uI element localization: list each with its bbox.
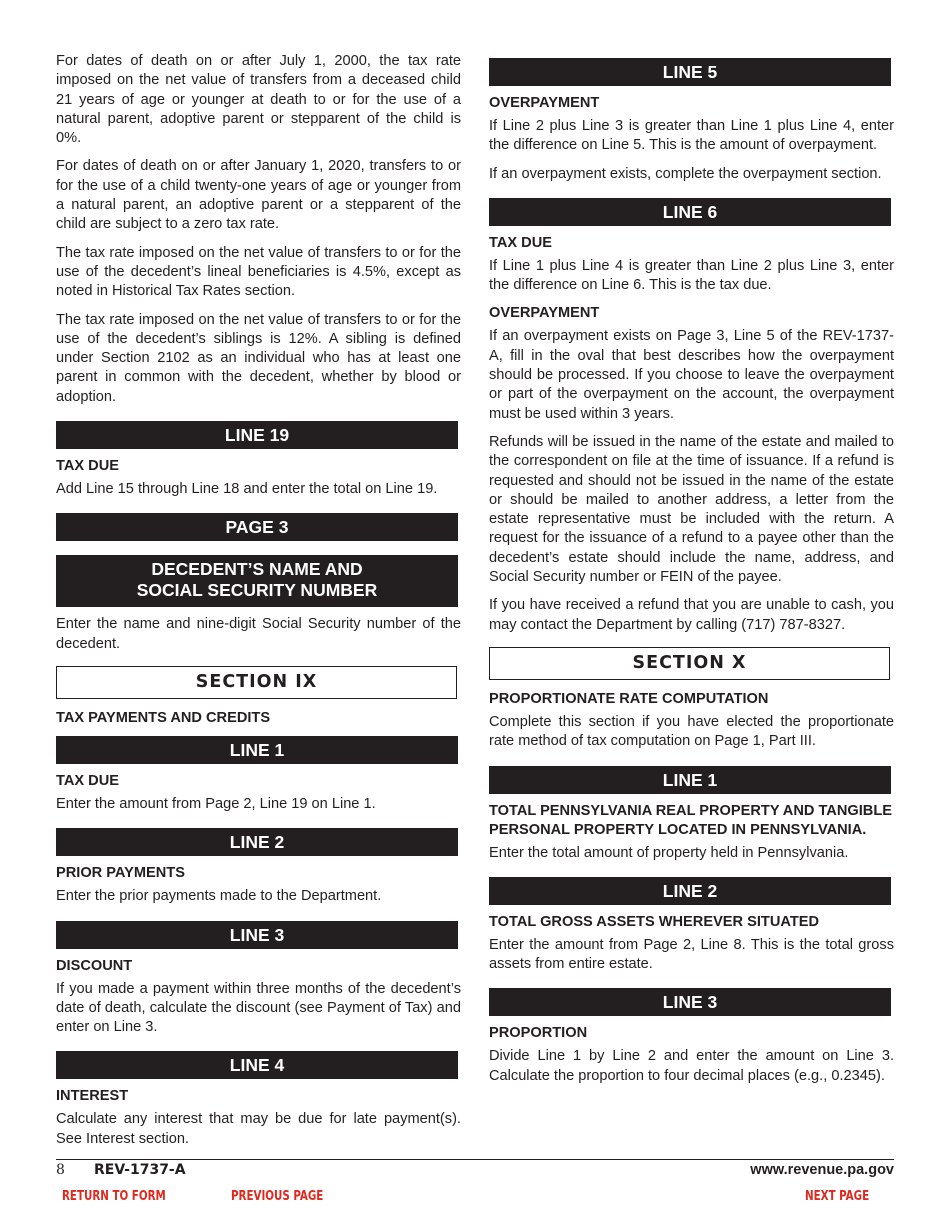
x-line-3-text: Divide Line 1 by Line 2 and enter the amount on Line 3. Calculate the proportion to four decimal places (e.g., 0.2345). bbox=[489, 1048, 894, 1084]
overpayment-title: OVERPAYMENT bbox=[489, 305, 600, 322]
x-line-1-header: LINE 1 bbox=[489, 766, 891, 794]
section-ix-header: SECTION IX bbox=[56, 666, 457, 699]
right-column bbox=[489, 52, 894, 1095]
page-3-header: PAGE 3 bbox=[56, 513, 458, 541]
line-4-text: Calculate any interest that may be due for late payment(s). See Interest section. bbox=[56, 1111, 461, 1147]
line-6-title: TAX DUE bbox=[489, 234, 552, 251]
x-line-1-title: TOTAL PENNSYLVANIA REAL PROPERTY AND TANGIBLE PERSONAL PROPERTY LOCATED IN PENNSYLVANIA. bbox=[489, 802, 892, 838]
paragraph: The tax rate imposed on the net value of transfers to or for the use of the decedent’s siblings is 12%. A sibling is defined under Section 2102 as an individual who has at least one parent in common with the decedent, whether by blood or adoption. bbox=[56, 311, 461, 405]
overpayment-text-3: If you have received a refund that you are unable to cash, you may contact the Department by calling (717) 787-8327. bbox=[489, 597, 894, 633]
x-line-2-header: LINE 2 bbox=[489, 877, 891, 905]
line-19-text: Add Line 15 through Line 18 and enter the total on Line 19. bbox=[56, 481, 438, 498]
x-line-2-text: Enter the amount from Page 2, Line 8. This is the total gross assets from entire estate. bbox=[489, 936, 894, 973]
line-1-header: LINE 1 bbox=[56, 736, 458, 764]
line-3-text: If you made a payment within three months of the decedent’s date of death, calculate the discount (see Payment of Tax) and enter on Line 3. bbox=[56, 980, 461, 1036]
line-6-header: LINE 6 bbox=[489, 198, 891, 226]
line-6-text: If Line 1 plus Line 4 is greater than Line 2 plus Line 3, enter the difference on Line 6. This is the tax due. bbox=[489, 257, 894, 294]
section-x-title: PROPORTIONATE RATE COMPUTATION bbox=[489, 690, 769, 707]
footer-divider bbox=[56, 1159, 894, 1160]
section-ix-title: TAX PAYMENTS AND CREDITS bbox=[56, 709, 271, 726]
decedent-name-header bbox=[56, 555, 458, 607]
line-1-title: TAX DUE bbox=[56, 772, 119, 789]
line-2-header: LINE 2 bbox=[56, 828, 458, 856]
paragraph: For dates of death on or after January 1, 2020, transfers to or for the use of a child twenty-one years of age or younger from a natural parent, an adoptive parent or a stepparent of the child are subject to a zero tax rate. bbox=[56, 158, 461, 233]
line-5-text: If Line 2 plus Line 3 is greater than Line 1 plus Line 4, enter the difference on Line 5. This is the amount of overpayment. bbox=[489, 118, 894, 154]
form-code: REV-1737-A bbox=[94, 1162, 186, 1178]
x-line-3-title: PROPORTION bbox=[489, 1025, 588, 1042]
decedent-header-line-2: SOCIAL SECURITY NUMBER bbox=[136, 580, 378, 601]
line-2-text: Enter the prior payments made to the Department. bbox=[56, 888, 382, 905]
line-3-title: DISCOUNT bbox=[56, 957, 133, 974]
page-number: 8 bbox=[56, 1162, 65, 1178]
return-to-form-link[interactable]: RETURN TO FORM bbox=[62, 1189, 166, 1204]
line-19-title: TAX DUE bbox=[56, 458, 119, 475]
line-5-title: OVERPAYMENT bbox=[489, 95, 600, 111]
x-line-1-text: Enter the total amount of property held in Pennsylvania. bbox=[489, 844, 849, 861]
line-2-title: PRIOR PAYMENTS bbox=[56, 865, 185, 882]
paragraph: For dates of death on or after July 1, 2000, the tax rate imposed on the net value of transfers from a deceased child 21 years of age or younger at death to or for the use of a natural parent, adoptive parent or stepparent of the child is 0%. bbox=[56, 53, 461, 147]
x-line-3-header: LINE 3 bbox=[489, 988, 891, 1016]
line-1-text: Enter the amount from Page 2, Line 19 on Line 1. bbox=[56, 795, 376, 812]
website-url[interactable]: www.revenue.pa.gov bbox=[750, 1162, 894, 1178]
line-19-header: LINE 19 bbox=[56, 421, 458, 449]
next-page-link[interactable]: NEXT PAGE bbox=[805, 1189, 870, 1204]
left-column bbox=[56, 52, 461, 1158]
overpayment-text: If an overpayment exists on Page 3, Line 5 of the REV-1737-A, fill in the oval that best describes how the overpayment should be processed. If you choose to leave the overpayment or part of the overpayment on the account, the overpayment must be used within 3 years. bbox=[489, 328, 894, 422]
decedent-text: Enter the name and nine-digit Social Security number of the decedent. bbox=[56, 616, 461, 652]
line-5-header: LINE 5 bbox=[489, 58, 891, 86]
line-3-header: LINE 3 bbox=[56, 921, 458, 949]
line-4-header: LINE 4 bbox=[56, 1051, 458, 1079]
section-x-header: SECTION X bbox=[489, 647, 890, 680]
previous-page-link[interactable]: PREVIOUS PAGE bbox=[231, 1189, 324, 1204]
decedent-header-line-1: DECEDENT’S NAME AND bbox=[151, 559, 363, 580]
x-line-2-title: TOTAL GROSS ASSETS WHEREVER SITUATED bbox=[489, 913, 820, 930]
section-x-text: Complete this section if you have elected the proportionate rate method of tax computation on Page 1, Part III. bbox=[489, 713, 894, 750]
paragraph: The tax rate imposed on the net value of transfers to or for the use of the decedent’s lineal beneficiaries is 4.5%, except as noted in Historical Tax Rates section. bbox=[56, 244, 461, 300]
line-5-text-2: If an overpayment exists, complete the overpayment section. bbox=[489, 165, 882, 182]
line-4-title: INTEREST bbox=[56, 1088, 129, 1105]
overpayment-text-2: Refunds will be issued in the name of the estate and mailed to the correspondent on file at the time of issuance. If a refund is requested and should not be issued in the name of the estate or should be mailed to another address, a letter from the estate representative must be included with the return. A request for the issuance of a refund to a payee other than the decedent’s estate should include the name, address, and Social Security number or FEIN of the payee. bbox=[489, 433, 894, 586]
